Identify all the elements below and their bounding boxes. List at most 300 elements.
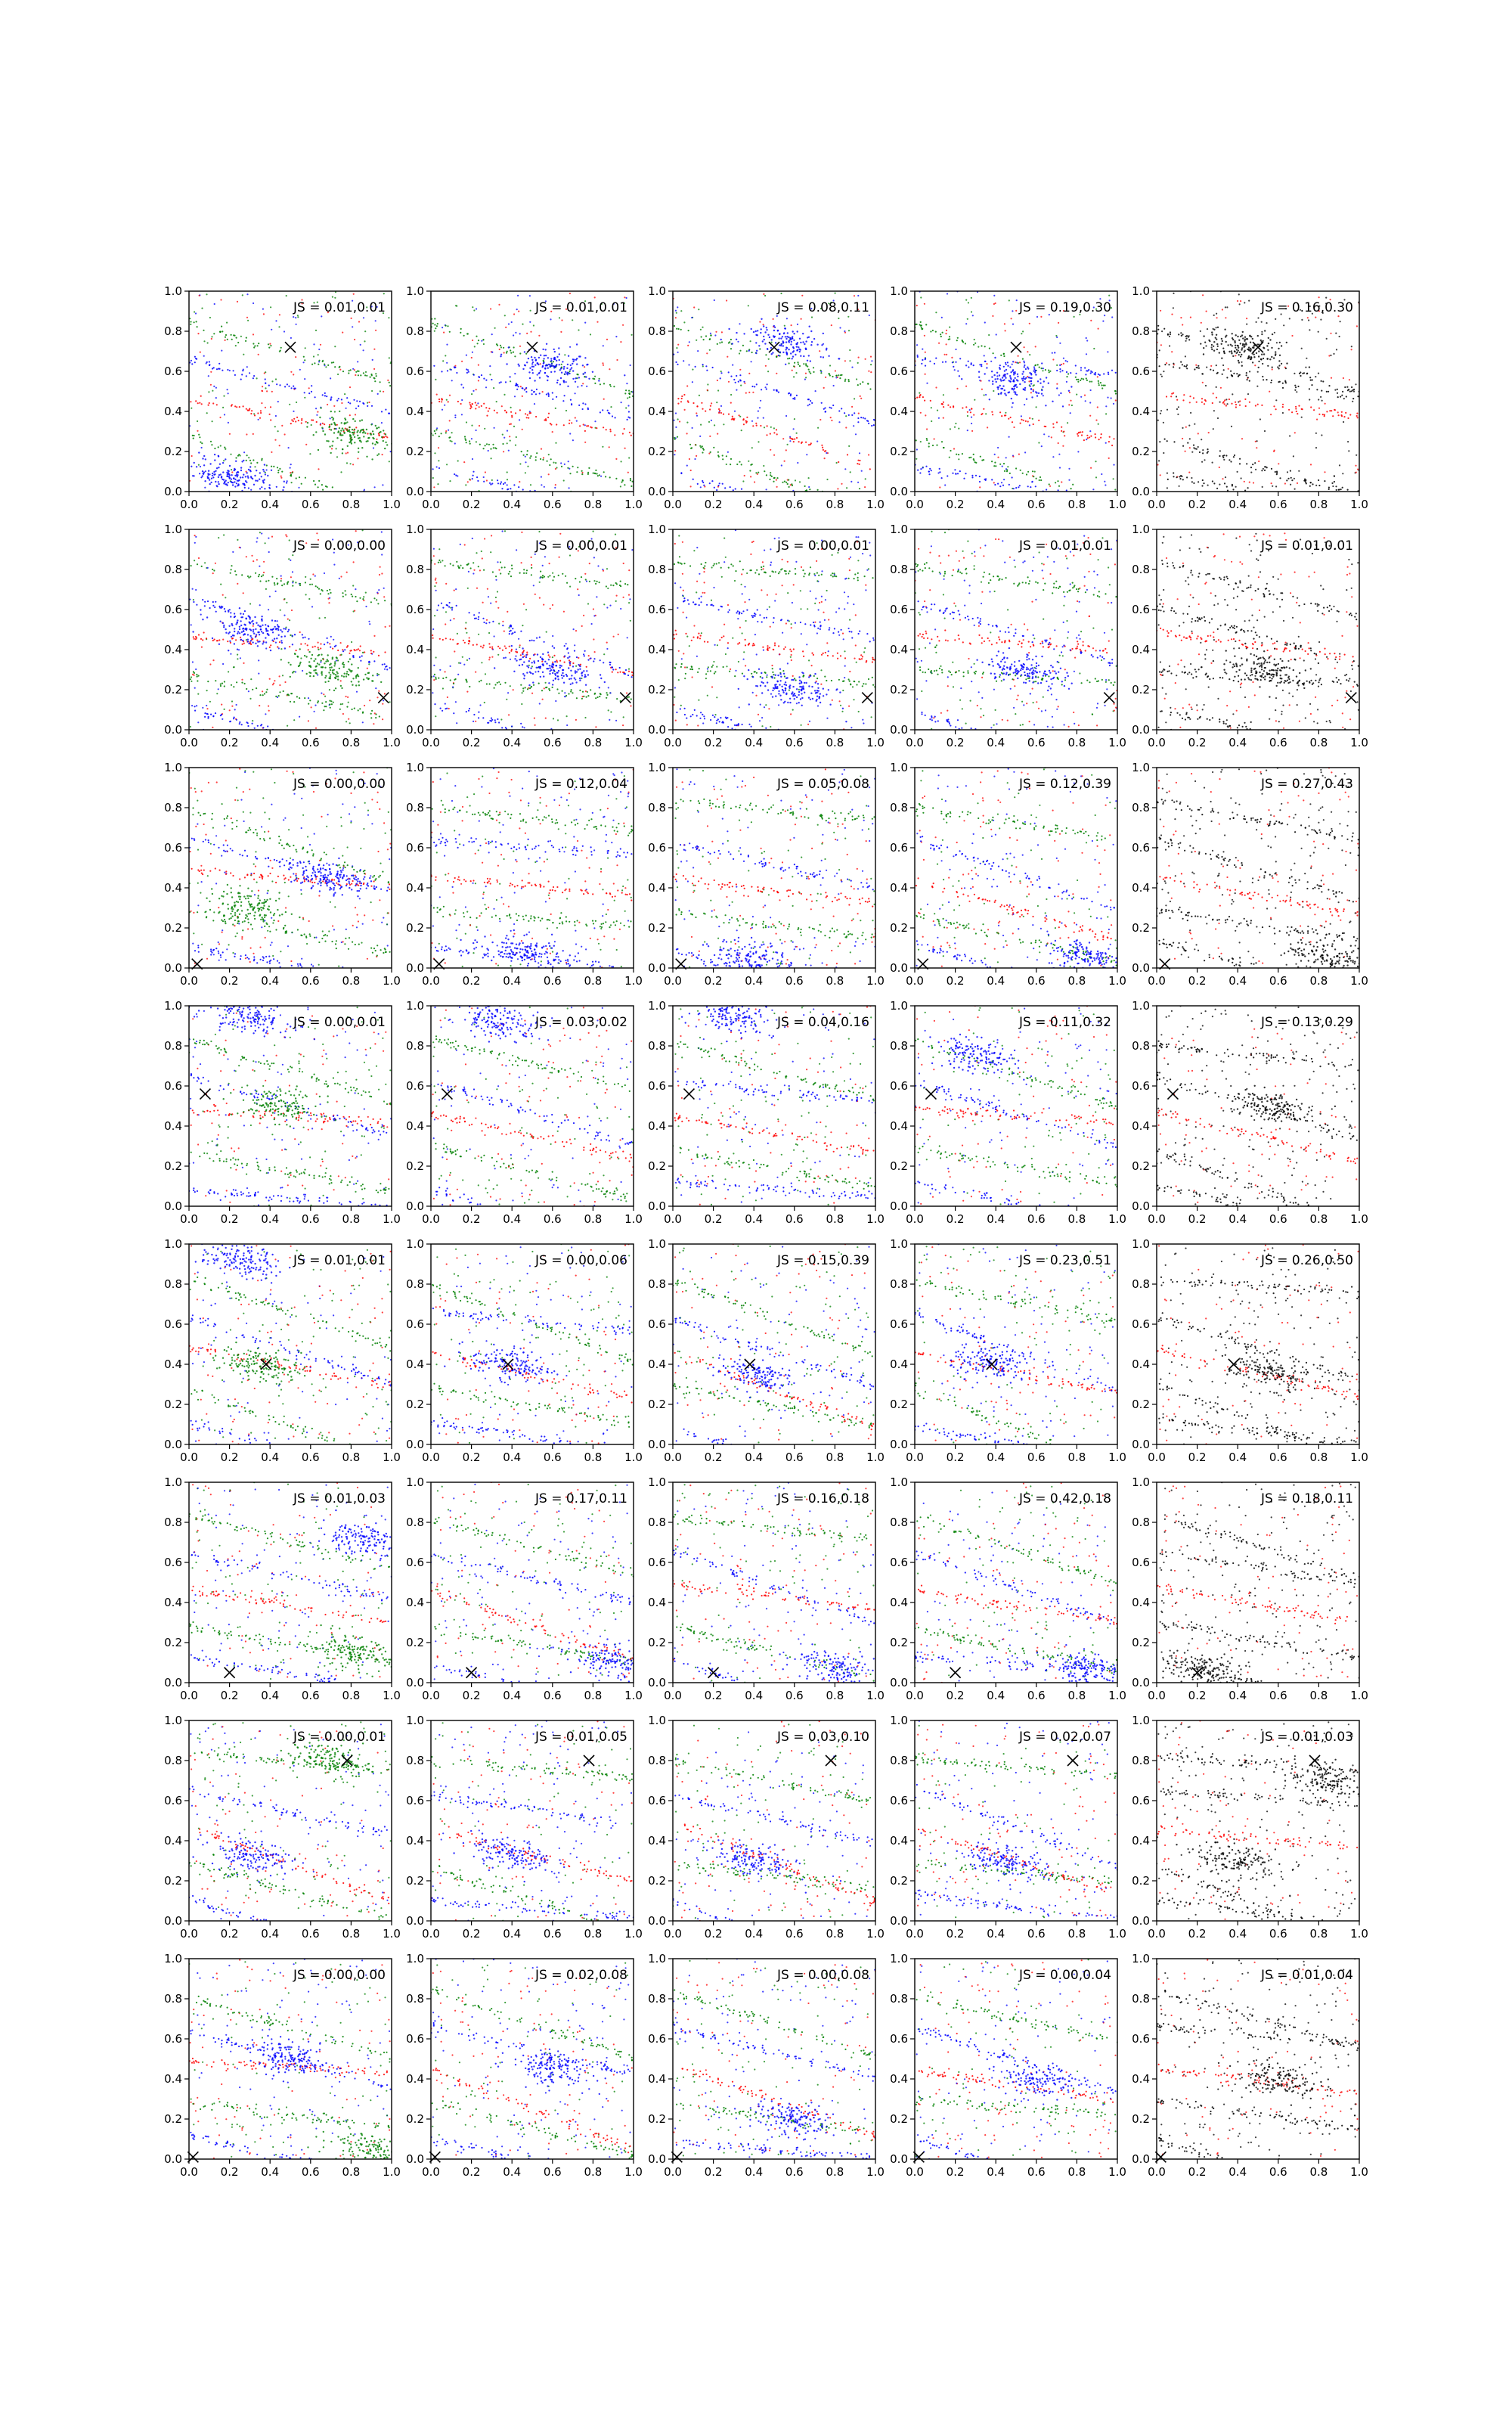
scatter-point: [456, 306, 457, 307]
scatter-point: [262, 632, 264, 634]
scatter-point: [354, 369, 355, 371]
scatter-point: [705, 365, 707, 367]
scatter-point: [290, 560, 291, 561]
scatter-point: [695, 444, 696, 445]
scatter-point: [994, 462, 996, 464]
scatter-point: [521, 451, 522, 452]
scatter-point: [1256, 352, 1257, 354]
scatter-point: [991, 371, 993, 372]
panel-r1-c1: [164, 284, 401, 511]
scatter-point: [776, 429, 777, 430]
scatter-point: [257, 645, 259, 647]
scatter-point: [232, 638, 234, 639]
scatter-point: [1072, 484, 1074, 486]
scatter-point: [793, 340, 795, 341]
scatter-point: [754, 386, 755, 387]
scatter-point: [556, 467, 557, 468]
scatter-point: [251, 637, 253, 638]
scatter-point: [525, 365, 526, 366]
scatter-point: [1004, 389, 1005, 391]
scatter-point: [1308, 319, 1309, 321]
scatter-point: [1246, 463, 1247, 464]
scatter-point: [1189, 396, 1191, 397]
scatter-point: [308, 387, 310, 389]
x-tick-label: 0.8: [342, 736, 360, 749]
scatter-point: [469, 440, 470, 442]
scatter-point: [1211, 331, 1213, 333]
scatter-point: [500, 381, 502, 383]
scatter-point: [273, 683, 274, 684]
scatter-point: [1185, 340, 1187, 342]
scatter-point: [335, 678, 336, 679]
scatter-point: [873, 424, 875, 426]
scatter-point: [279, 314, 280, 315]
scatter-point: [763, 325, 764, 327]
scatter-point: [581, 678, 582, 679]
scatter-point: [607, 588, 609, 589]
scatter-point: [1239, 352, 1241, 353]
scatter-point: [595, 726, 596, 728]
scatter-point: [299, 716, 300, 718]
scatter-point: [298, 420, 299, 421]
scatter-point: [376, 675, 378, 676]
scatter-point: [1331, 377, 1332, 379]
scatter-point: [283, 690, 284, 692]
scatter-point: [244, 633, 246, 634]
scatter-point: [1068, 404, 1070, 405]
scatter-point: [699, 436, 701, 437]
scatter-point: [249, 470, 251, 472]
scatter-point: [563, 479, 565, 481]
scatter-point: [1040, 479, 1042, 481]
scatter-point: [340, 654, 342, 656]
scatter-point: [282, 675, 284, 676]
scatter-point: [222, 683, 223, 684]
scatter-point: [560, 368, 562, 369]
scatter-point: [291, 693, 293, 694]
scatter-point: [808, 369, 810, 371]
scatter-point: [342, 427, 343, 429]
scatter-point: [943, 402, 944, 403]
scatter-point: [220, 445, 222, 446]
scatter-point: [820, 419, 821, 420]
scatter-point: [439, 669, 441, 671]
scatter-point: [371, 405, 373, 407]
panel-r1-c4: [890, 284, 1126, 511]
scatter-point: [190, 678, 191, 680]
scatter-point: [549, 464, 550, 466]
scatter-point: [1012, 456, 1014, 458]
scatter-point: [1049, 483, 1050, 485]
scatter-point: [204, 716, 206, 718]
scatter-point: [315, 672, 317, 674]
scatter-point: [450, 440, 451, 442]
scatter-point: [248, 615, 249, 616]
scatter-point: [993, 482, 995, 483]
scatter-point: [355, 414, 356, 415]
scatter-point: [305, 347, 306, 349]
scatter-point: [613, 386, 615, 387]
scatter-point: [491, 656, 493, 658]
scatter-point: [572, 370, 574, 371]
scatter-point: [366, 677, 367, 678]
scatter-point: [253, 377, 254, 379]
scatter-point: [534, 554, 536, 555]
scatter-point: [200, 352, 201, 353]
scatter-point: [1284, 381, 1286, 383]
scatter-point: [253, 629, 254, 631]
scatter-point: [505, 657, 507, 659]
scatter-point: [510, 352, 512, 354]
scatter-point: [368, 402, 370, 403]
scatter-point: [351, 594, 352, 595]
scatter-point: [321, 427, 323, 429]
scatter-point: [378, 427, 380, 428]
scatter-point: [963, 478, 965, 479]
scatter-point: [1271, 482, 1272, 484]
scatter-point: [334, 366, 336, 368]
scatter-point: [318, 349, 320, 350]
scatter-point: [1340, 396, 1341, 398]
scatter-point: [1002, 466, 1003, 467]
scatter-point: [677, 352, 679, 353]
scatter-point: [1019, 485, 1021, 486]
scatter-point: [1282, 383, 1284, 384]
scatter-point: [576, 363, 578, 365]
scatter-point: [999, 411, 1001, 413]
scatter-point: [572, 439, 574, 441]
scatter-point: [1186, 476, 1188, 478]
scatter-point: [677, 398, 679, 399]
scatter-point: [1207, 448, 1208, 450]
scatter-point: [271, 391, 273, 392]
scatter-point: [364, 651, 365, 653]
scatter-point: [333, 639, 334, 641]
scatter-point: [990, 361, 992, 362]
scatter-point: [243, 451, 245, 453]
scatter-point: [572, 361, 574, 362]
scatter-point: [193, 601, 194, 603]
scatter-point: [772, 352, 773, 353]
scatter-point: [1217, 327, 1219, 328]
scatter-point: [256, 480, 258, 482]
scatter-point: [1080, 431, 1081, 433]
scatter-point: [551, 363, 553, 365]
scatter-point: [213, 471, 215, 473]
scatter-point: [773, 389, 775, 391]
scatter-point: [674, 439, 676, 440]
scatter-point: [246, 629, 247, 631]
scatter-point: [216, 640, 218, 641]
scatter-point: [1070, 412, 1071, 414]
scatter-point: [206, 361, 208, 363]
scatter-point: [1059, 365, 1061, 366]
scatter-point: [510, 424, 512, 425]
scatter-point: [1049, 486, 1051, 487]
scatter-point: [1356, 415, 1358, 417]
scatter-point: [750, 464, 751, 466]
scatter-point: [1013, 427, 1015, 428]
scatter-point: [728, 371, 730, 373]
scatter-point: [1335, 486, 1337, 487]
scatter-point: [354, 429, 355, 430]
scatter-point: [755, 330, 757, 332]
scatter-point: [917, 470, 919, 471]
scatter-point: [245, 476, 246, 477]
scatter-point: [957, 337, 959, 339]
scatter-point: [352, 326, 353, 327]
scatter-point: [936, 445, 937, 446]
scatter-point: [1036, 406, 1037, 408]
x-tick-label: 0.8: [826, 498, 844, 511]
scatter-point: [953, 405, 954, 407]
scatter-point: [384, 651, 386, 653]
scatter-point: [522, 726, 523, 728]
scatter-point: [1252, 361, 1253, 363]
scatter-point: [741, 430, 742, 431]
scatter-point: [496, 412, 497, 414]
scatter-point: [329, 703, 330, 705]
scatter-point: [677, 364, 678, 365]
scatter-point: [352, 434, 354, 436]
scatter-point: [293, 316, 294, 318]
y-tick-label: 1.0: [164, 523, 182, 536]
scatter-point: [434, 674, 435, 675]
scatter-point: [620, 341, 621, 343]
scatter-point: [804, 486, 806, 487]
scatter-point: [349, 669, 351, 671]
scatter-point: [531, 389, 532, 391]
scatter-point: [516, 309, 518, 310]
scatter-point: [358, 321, 360, 322]
x-tick-label: 0.2: [705, 498, 723, 511]
scatter-point: [947, 475, 948, 476]
scatter-point: [1288, 409, 1290, 411]
scatter-point: [624, 484, 625, 486]
scatter-point: [1101, 387, 1103, 389]
scatter-point: [318, 480, 320, 482]
scatter-point: [707, 389, 708, 391]
scatter-point: [299, 369, 301, 371]
scatter-point: [583, 696, 584, 697]
x-tick-label: 1.0: [383, 498, 401, 511]
scatter-point: [1066, 381, 1067, 383]
scatter-point: [342, 452, 343, 454]
scatter-point: [773, 477, 775, 479]
scatter-point: [491, 458, 492, 459]
scatter-point: [1246, 372, 1247, 374]
scatter-point: [303, 356, 305, 358]
scatter-point: [776, 486, 778, 488]
scatter-point: [202, 707, 203, 709]
scatter-point: [631, 435, 632, 436]
scatter-point: [999, 385, 1001, 386]
scatter-point: [194, 321, 195, 323]
scatter-point: [292, 635, 293, 637]
scatter-point: [1102, 321, 1104, 322]
scatter-point: [1000, 392, 1002, 394]
x-tick-label: 0.0: [180, 498, 198, 511]
scatter-point: [432, 434, 434, 436]
y-tick-label: 0.6: [648, 365, 666, 378]
scatter-point: [1250, 358, 1251, 360]
scatter-point: [922, 328, 923, 330]
scatter-point: [1086, 353, 1087, 355]
scatter-point: [984, 346, 986, 347]
scatter-point: [258, 343, 259, 344]
scatter-point: [290, 464, 292, 465]
scatter-point: [237, 631, 239, 632]
scatter-point: [687, 345, 689, 346]
scatter-point: [1301, 408, 1303, 410]
scatter-point: [311, 419, 312, 420]
scatter-point: [937, 472, 939, 473]
scatter-point: [240, 476, 241, 478]
scatter-point: [246, 618, 247, 619]
scatter-point: [287, 619, 289, 620]
scatter-point: [609, 429, 611, 430]
scatter-point: [1182, 479, 1184, 480]
scatter-point: [1315, 447, 1317, 448]
scatter-point: [1115, 372, 1117, 374]
scatter-point: [262, 469, 264, 470]
scatter-point: [1051, 436, 1052, 438]
scatter-point: [324, 681, 326, 683]
scatter-point: [226, 322, 228, 324]
scatter-point: [949, 336, 950, 337]
scatter-point: [230, 454, 231, 455]
scatter-point: [1211, 344, 1213, 346]
scatter-point: [1240, 355, 1241, 357]
scatter-point: [360, 645, 361, 647]
scatter-point: [296, 696, 298, 697]
scatter-point: [576, 471, 578, 473]
scatter-point: [373, 635, 375, 637]
scatter-point: [1095, 433, 1096, 435]
scatter-point: [868, 371, 869, 372]
scatter-point: [1252, 464, 1253, 465]
scatter-point: [1276, 471, 1278, 473]
scatter-point: [956, 340, 958, 341]
scatter-point: [978, 371, 980, 373]
scatter-point: [309, 675, 311, 677]
scatter-point: [838, 410, 840, 411]
scatter-point: [728, 414, 730, 415]
scatter-point: [327, 659, 328, 660]
scatter-point: [847, 316, 849, 318]
scatter-point: [1105, 442, 1107, 444]
scatter-point: [706, 370, 708, 371]
scatter-point: [989, 399, 990, 400]
scatter-point: [811, 341, 813, 343]
scatter-point: [674, 450, 676, 451]
scatter-point: [240, 657, 241, 659]
scatter-point: [1244, 350, 1246, 352]
scatter-point: [1086, 340, 1088, 341]
scatter-point: [1247, 338, 1248, 340]
scatter-point: [1006, 373, 1008, 374]
scatter-point: [1258, 350, 1259, 352]
scatter-point: [324, 572, 325, 574]
scatter-point: [367, 672, 369, 674]
scatter-point: [446, 464, 448, 465]
scatter-point: [241, 374, 243, 375]
scatter-point: [547, 417, 549, 418]
scatter-point: [242, 640, 243, 641]
scatter-point: [346, 397, 348, 399]
scatter-point: [1275, 471, 1276, 473]
y-tick-label: 0.6: [164, 365, 182, 378]
scatter-point: [1252, 338, 1253, 340]
scatter-point: [692, 479, 694, 480]
scatter-point: [857, 421, 859, 423]
scatter-point: [202, 599, 203, 600]
scatter-point: [364, 340, 365, 342]
scatter-point: [198, 434, 200, 436]
scatter-point: [322, 394, 324, 396]
scatter-point: [197, 430, 198, 432]
scatter-point: [792, 337, 793, 339]
scatter-point: [333, 405, 335, 407]
scatter-point: [1244, 481, 1245, 482]
scatter-point: [1090, 436, 1092, 437]
scatter-point: [277, 625, 279, 627]
scatter-point: [1171, 314, 1173, 315]
scatter-point: [1262, 376, 1263, 377]
scatter-point: [1089, 415, 1091, 417]
scatter-point: [271, 576, 273, 578]
scatter-point: [205, 458, 206, 460]
scatter-point: [271, 466, 272, 467]
scatter-point: [952, 361, 953, 363]
scatter-point: [445, 583, 447, 585]
scatter-point: [938, 343, 940, 344]
scatter-point: [1176, 476, 1178, 478]
scatter-point: [237, 301, 238, 302]
scatter-point: [810, 330, 812, 332]
scatter-point: [1085, 400, 1086, 402]
scatter-point: [973, 414, 974, 416]
scatter-point: [1041, 389, 1043, 391]
scatter-point: [989, 348, 990, 349]
scatter-point: [1223, 459, 1225, 461]
scatter-point: [209, 317, 211, 318]
scatter-point: [209, 495, 210, 497]
scatter-point: [325, 366, 327, 368]
scatter-point: [269, 647, 271, 648]
scatter-point: [1056, 383, 1058, 385]
scatter-point: [191, 466, 192, 467]
scatter-point: [1349, 379, 1350, 380]
scatter-point: [800, 342, 801, 343]
scatter-point: [1023, 388, 1024, 389]
y-tick-label: 0.0: [406, 485, 424, 498]
scatter-point: [1225, 335, 1227, 337]
scatter-point: [1012, 402, 1014, 404]
scatter-point: [757, 330, 758, 331]
scatter-point: [1067, 361, 1068, 362]
scatter-point: [1216, 386, 1217, 388]
scatter-point: [519, 419, 520, 420]
scatter-point: [1261, 321, 1263, 323]
scatter-point: [854, 295, 855, 296]
scatter-point: [1264, 466, 1266, 467]
scatter-point: [546, 631, 547, 633]
scatter-point: [362, 429, 364, 430]
x-tick-label: 1.0: [1108, 498, 1126, 511]
scatter-point: [284, 433, 286, 435]
scatter-point: [280, 659, 282, 660]
